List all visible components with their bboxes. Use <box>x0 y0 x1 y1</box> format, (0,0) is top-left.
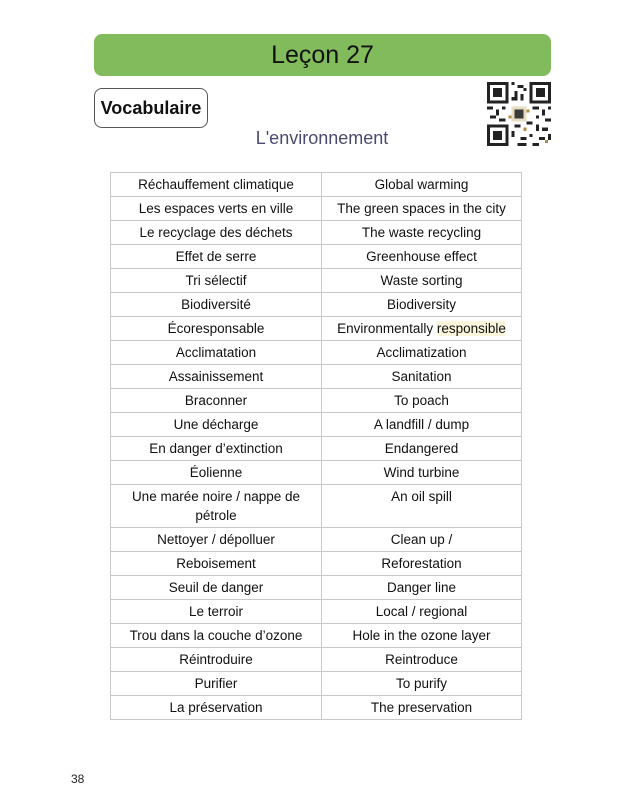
french-term: Reboisement <box>111 552 322 576</box>
english-term: Reforestation <box>322 552 522 576</box>
table-row <box>111 485 522 528</box>
table-row <box>111 389 522 413</box>
english-term: Clean up / <box>322 528 522 552</box>
english-term <box>322 317 522 341</box>
french-term: Effet de serre <box>111 245 322 269</box>
french-term: Trou dans la couche d’ozone <box>111 624 322 648</box>
french-term: Le terroir <box>111 600 322 624</box>
french-term: Une décharge <box>111 413 322 437</box>
english-term: Greenhouse effect <box>322 245 522 269</box>
english-term: Reintroduce <box>322 648 522 672</box>
section-label: Vocabulaire <box>100 97 202 118</box>
section-label-box <box>94 88 208 128</box>
table-row <box>111 600 522 624</box>
french-term: Réchauffement climatique <box>111 173 322 197</box>
english-term: The green spaces in the city <box>322 197 522 221</box>
english-term: A landfill / dump <box>322 413 522 437</box>
english-term: The waste recycling <box>322 221 522 245</box>
table-row <box>111 317 522 341</box>
french-term: Purifier <box>111 672 322 696</box>
english-term: Global warming <box>322 173 522 197</box>
table-row <box>111 528 522 552</box>
qr-code-icon[interactable] <box>487 82 551 146</box>
french-term: Biodiversité <box>111 293 322 317</box>
table-row <box>111 221 522 245</box>
table-row <box>111 269 522 293</box>
table-row <box>111 293 522 317</box>
french-term: Nettoyer / dépolluer <box>111 528 322 552</box>
english-term: Danger line <box>322 576 522 600</box>
french-term-line: Une marée noire / nappe de <box>131 489 301 504</box>
french-term: Le recyclage des déchets <box>111 221 322 245</box>
french-term: Assainissement <box>111 365 322 389</box>
lesson-title: Leçon 27 <box>271 40 374 69</box>
table-row <box>111 413 522 437</box>
table-row <box>111 173 522 197</box>
english-term: To purify <box>322 672 522 696</box>
english-term: Wind turbine <box>322 461 522 485</box>
table-row <box>111 245 522 269</box>
french-term-line: pétrole <box>195 508 237 523</box>
french-term: Acclimatation <box>111 341 322 365</box>
table-row <box>111 552 522 576</box>
table-row <box>111 461 522 485</box>
table-row <box>111 696 522 720</box>
english-term: To poach <box>322 389 522 413</box>
english-term: Endangered <box>322 437 522 461</box>
english-term-part: Environmentally <box>337 321 437 336</box>
english-term: An oil spill <box>322 485 522 528</box>
french-term: Réintroduire <box>111 648 322 672</box>
table-row <box>111 341 522 365</box>
french-term: Éolienne <box>111 461 322 485</box>
french-term: La préservation <box>111 696 322 720</box>
french-term: Braconner <box>111 389 322 413</box>
english-term: Hole in the ozone layer <box>322 624 522 648</box>
french-term: En danger d’extinction <box>111 437 322 461</box>
french-term: Écoresponsable <box>111 317 322 341</box>
table-row <box>111 365 522 389</box>
table-row <box>111 648 522 672</box>
table-row <box>111 624 522 648</box>
topic-subtitle: L'environnement <box>255 128 389 148</box>
french-term: Tri sélectif <box>111 269 322 293</box>
english-term: Sanitation <box>322 365 522 389</box>
page-number: 38 <box>71 772 85 786</box>
french-term <box>111 485 322 528</box>
english-term: The preservation <box>322 696 522 720</box>
english-term: Local / regional <box>322 600 522 624</box>
lesson-title-banner <box>94 34 551 76</box>
english-term: Acclimatization <box>322 341 522 365</box>
table-row <box>111 197 522 221</box>
french-term: Les espaces verts en ville <box>111 197 322 221</box>
english-term: Waste sorting <box>322 269 522 293</box>
vocabulary-table <box>110 172 522 720</box>
english-term: Biodiversity <box>322 293 522 317</box>
table-row <box>111 437 522 461</box>
french-term: Seuil de danger <box>111 576 322 600</box>
table-row <box>111 576 522 600</box>
table-row <box>111 672 522 696</box>
highlighted-word: responsible <box>436 321 506 336</box>
